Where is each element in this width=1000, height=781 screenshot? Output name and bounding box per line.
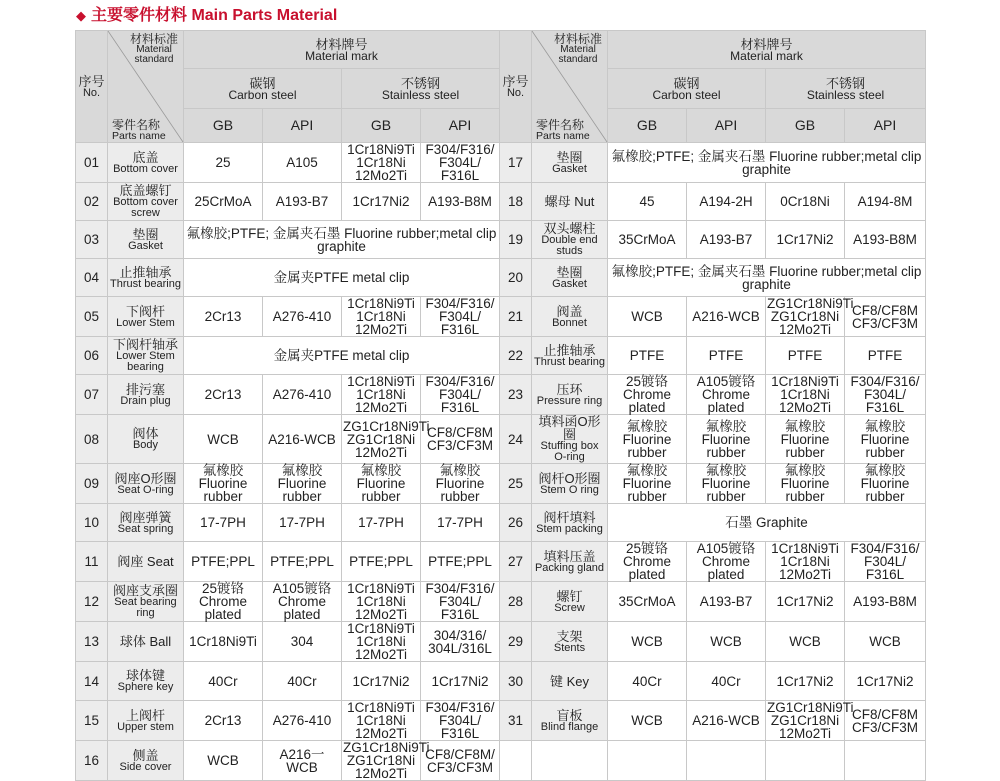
carbon-gb-cell: 25CrMoA (184, 183, 263, 221)
api-header: API (845, 109, 926, 143)
part-name-en: Thrust bearing (534, 355, 605, 368)
part-number: 15 (76, 701, 108, 741)
part-name (532, 143, 608, 183)
carbon-gb-cell: PTFE (608, 337, 687, 375)
stainless-api-cell: CF8/CF8M CF3/CF3M (421, 415, 500, 464)
stainless-api-cell: 氟橡胶 Fluorine rubber (845, 464, 926, 504)
carbon-gb-cell: 2Cr13 (184, 701, 263, 741)
part-name-zh: 螺母 Nut (544, 194, 595, 209)
part-name-en: Double end studs (541, 234, 598, 257)
stainless-gb-cell: 1Cr18Ni9Ti 1Cr18Ni 12Mo2Ti (342, 701, 421, 741)
part-number: 01 (76, 143, 108, 183)
carbon-steel-header: 碳钢 Carbon steel (608, 69, 766, 109)
gb-header: GB (766, 109, 845, 143)
stainless-gb-cell: ZG1Cr18Ni9Ti ZG1Cr18Ni 12Mo2Ti (343, 740, 430, 781)
material-merged-cell: 金属夹PTFE metal clip (184, 259, 500, 297)
part-name-en: Pressure ring (536, 394, 603, 407)
carbon-gb-cell: 2Cr13 (184, 297, 263, 337)
table-row (76, 143, 926, 183)
stainless-api-cell: F304/F316/ F304L/ F316L (421, 297, 500, 337)
part-number: 08 (76, 415, 108, 464)
carbon-api-cell: A216-WCB (687, 701, 766, 741)
stainless-gb-cell: 1Cr17Ni2 (766, 582, 845, 622)
part-name-zh: 阀座支承圈 (112, 583, 178, 598)
carbon-api-cell: A105镀铬 Chrome plated (687, 375, 766, 415)
carbon-gb-cell: WCB (608, 701, 687, 741)
part-name-zh: 双头螺柱 (543, 221, 596, 236)
stainless-gb-cell: ZG1Cr18Ni9Ti ZG1Cr18Ni 12Mo2Ti (767, 700, 854, 741)
part-name-en: Lower Stem bearing (116, 350, 175, 373)
table-header (76, 31, 926, 143)
table-row (76, 183, 926, 221)
part-name-zh: 键 Key (549, 673, 589, 689)
carbon-api-cell: A105 (263, 143, 342, 183)
carbon-api-cell: A216-WCB (687, 297, 766, 337)
carbon-gb-cell: WCB (608, 622, 687, 662)
stainless-api-cell: F304/F316/ F304L/ F316L (421, 701, 500, 741)
carbon-gb-cell: 25镀铬 Chrome plated (608, 542, 687, 582)
part-name-en: Bottom cover screw (113, 196, 178, 219)
part-name-en: Lower Stem (116, 316, 175, 329)
api-header: API (421, 109, 500, 143)
part-name-zh: 阀杆O形圈 (538, 470, 601, 486)
carbon-api-cell: A216-WCB (263, 415, 342, 464)
material-merged-cell: 氟橡胶;PTFE; 金属夹石墨 Fluorine rubber;metal clip graphite (184, 221, 500, 259)
carbon-api-cell: A105镀铬 Chrome plated (263, 582, 342, 622)
parts-name-label: 零件名称 Parts name (112, 118, 166, 142)
part-name (108, 622, 184, 662)
part-name-en: Side cover (119, 760, 172, 773)
stainless-api-cell: F304/F316/ F304L/ F316L (845, 375, 926, 415)
stainless-gb-cell: 1Cr17Ni2 (766, 662, 845, 701)
part-name (108, 183, 184, 221)
carbon-gb-cell: 2Cr13 (184, 375, 263, 415)
stainless-api-cell: CF8/CF8M/ CF3/CF3M (421, 741, 500, 781)
part-name (532, 375, 608, 415)
part-number: 30 (500, 662, 532, 701)
api-header: API (687, 109, 766, 143)
table-row (76, 701, 926, 741)
stainless-api-cell: CF8/CF8M CF3/CF3M (845, 701, 926, 741)
material-merged-cell: 金属夹PTFE metal clip (184, 337, 500, 375)
stainless-api-cell: 17-7PH (421, 504, 500, 542)
part-number: 22 (500, 337, 532, 375)
part-number: 03 (76, 221, 108, 259)
part-name-en: Gasket (552, 162, 587, 175)
part-name-en: Body (132, 439, 159, 451)
carbon-gb-cell: 35CrMoA (608, 221, 687, 259)
carbon-gb-cell: 40Cr (608, 662, 687, 701)
carbon-api-cell: 304 (263, 622, 342, 662)
part-name-zh: 上阀杆 (125, 707, 165, 723)
carbon-api-cell: A193-B7 (263, 183, 342, 221)
part-name-en: Seat bearing ring (114, 596, 177, 619)
part-name-en: Drain plug (120, 394, 171, 407)
part-name-en: Seat O-ring (117, 483, 174, 496)
part-name-en: Blind flange (540, 720, 599, 733)
stainless-api-cell: 氟橡胶 Fluorine rubber (421, 464, 500, 504)
part-name-zh: 阀座弹簧 (119, 509, 172, 525)
stainless-gb-cell: 17-7PH (342, 504, 421, 542)
part-number: 10 (76, 504, 108, 542)
carbon-gb-cell: 35CrMoA (608, 582, 687, 622)
carbon-api-cell: A193-B7 (687, 221, 766, 259)
carbon-gb-cell: 25镀铬 Chrome plated (184, 582, 263, 622)
part-name-zh: 阀座 Seat (117, 554, 174, 569)
carbon-api-cell: A193-B7 (687, 582, 766, 622)
part-name-zh: 底盖螺钉 (119, 183, 172, 198)
stainless-gb-cell: 1Cr18Ni9Ti 1Cr18Ni 12Mo2Ti (342, 143, 421, 183)
material-standard-label: 材料标准 Material standard (554, 32, 603, 65)
material-merged-cell: 氟橡胶;PTFE; 金属夹石墨 Fluorine rubber;metal clip graphite (608, 143, 926, 183)
material-mark-header: 材料牌号 Material mark (608, 31, 926, 69)
part-number: 24 (500, 415, 532, 464)
part-name (108, 375, 184, 415)
empty-cell (845, 741, 926, 781)
stainless-gb-cell: 1Cr18Ni9Ti 1Cr18Ni 12Mo2Ti (766, 375, 845, 415)
stainless-gb-cell: PTFE (766, 337, 845, 375)
part-number: 29 (500, 622, 532, 662)
stainless-gb-cell: ZG1Cr18Ni9Ti ZG1Cr18Ni 12Mo2Ti (342, 415, 421, 464)
stainless-api-cell: F304/F316/ F304L/ F316L (421, 582, 500, 622)
part-name-zh: 垫圈 (132, 226, 159, 242)
part-name (532, 337, 608, 375)
seq-header: 序号 No. (76, 31, 108, 143)
part-name-zh: 填料函O形圈 (538, 414, 601, 442)
part-name-zh: 阀盖 (556, 303, 583, 319)
part-name (532, 662, 608, 701)
table-row (76, 259, 926, 297)
table-row (76, 542, 926, 582)
stainless-api-cell: A193-B8M (845, 582, 926, 622)
part-number: 20 (500, 259, 532, 297)
part-name-zh: 球体键 (125, 668, 165, 683)
stainless-api-cell: WCB (845, 622, 926, 662)
material-mark-header: 材料牌号 Material mark (184, 31, 500, 69)
part-name (108, 464, 184, 504)
part-name (532, 183, 608, 221)
diamond-bullet-icon: ◆ (76, 8, 86, 23)
diagonal-header (108, 31, 184, 143)
carbon-gb-cell: 25 (184, 143, 263, 183)
part-number: 16 (76, 741, 108, 781)
carbon-gb-cell: 氟橡胶 Fluorine rubber (184, 464, 263, 504)
part-name-zh: 阀座O形圈 (114, 470, 177, 486)
empty-cell (687, 741, 766, 781)
material-standard-label: 材料标准 Material standard (130, 32, 179, 65)
carbon-api-cell: A276-410 (263, 375, 342, 415)
part-name-zh: 填料压盖 (543, 548, 596, 564)
table-row (76, 662, 926, 701)
part-name-en: Packing gland (534, 561, 605, 574)
part-name (532, 221, 608, 259)
stainless-steel-header: 不锈钢 Stainless steel (342, 69, 500, 109)
carbon-api-cell: 氟橡胶 Fluorine rubber (687, 415, 766, 464)
stainless-api-cell: A194-8M (845, 183, 926, 221)
part-name-en: Stem O ring (540, 483, 599, 496)
part-name-zh: 垫圈 (556, 264, 583, 280)
part-name-zh: 下阀杆 (125, 303, 165, 319)
part-name-zh: 阀体 (132, 426, 159, 441)
carbon-gb-cell: 氟橡胶 Fluorine rubber (608, 464, 687, 504)
part-name-zh: 底盖 (132, 149, 159, 165)
stainless-gb-cell: 氟橡胶 Fluorine rubber (766, 464, 845, 504)
part-name-zh: 盲板 (556, 707, 583, 723)
part-number: 05 (76, 297, 108, 337)
empty-cell (608, 741, 687, 781)
part-number: 21 (500, 297, 532, 337)
stainless-gb-cell: 1Cr17Ni2 (342, 183, 421, 221)
gb-header: GB (184, 109, 263, 143)
title-text: 主要零件材料 Main Parts Material (91, 7, 338, 24)
carbon-gb-cell: 25镀铬 Chrome plated (608, 375, 687, 415)
part-name-zh: 支架 (556, 628, 583, 644)
carbon-gb-cell: 1Cr18Ni9Ti (184, 622, 263, 662)
part-name-zh: 球体 Ball (119, 634, 172, 649)
part-name-en: Screw (554, 601, 585, 614)
part-name (108, 259, 184, 297)
part-name (108, 221, 184, 259)
table-row (76, 297, 926, 337)
part-name (532, 701, 608, 741)
api-header: API (263, 109, 342, 143)
stainless-api-cell: A193-B8M (421, 183, 500, 221)
part-name (532, 415, 608, 464)
stainless-api-cell: 氟橡胶 Fluorine rubber (845, 415, 926, 464)
part-number: 07 (76, 375, 108, 415)
part-name-zh: 止推轴承 (119, 264, 172, 280)
part-name-zh: 侧盖 (132, 747, 159, 763)
part-number: 25 (500, 464, 532, 504)
carbon-api-cell: A216一WCB (263, 741, 342, 781)
carbon-api-cell: A105镀铬 Chrome plated (687, 542, 766, 582)
carbon-api-cell: A276-410 (263, 701, 342, 741)
stainless-steel-header: 不锈钢 Stainless steel (766, 69, 926, 109)
part-name-zh: 垫圈 (556, 149, 583, 165)
stainless-api-cell: PTFE;PPL (421, 542, 500, 582)
part-number: 31 (500, 701, 532, 741)
stainless-gb-cell: 氟橡胶 Fluorine rubber (766, 415, 845, 464)
part-number: 28 (500, 582, 532, 622)
part-name (532, 297, 608, 337)
part-name (108, 337, 184, 375)
part-number: 18 (500, 183, 532, 221)
carbon-api-cell: 40Cr (263, 662, 342, 701)
part-name-en: Seat spring (117, 522, 174, 535)
part-name (108, 582, 184, 622)
part-number: 09 (76, 464, 108, 504)
part-number: 11 (76, 542, 108, 582)
part-name-en: Upper stem (117, 720, 174, 733)
part-number: 14 (76, 662, 108, 701)
part-number: 26 (500, 504, 532, 542)
carbon-gb-cell: WCB (608, 297, 687, 337)
gb-header: GB (342, 109, 421, 143)
parts-name-label: 零件名称 Parts name (536, 118, 590, 142)
part-name (108, 143, 184, 183)
table-row (76, 622, 926, 662)
stainless-api-cell: 1Cr17Ni2 (845, 662, 926, 701)
part-name (532, 259, 608, 297)
empty-cell (500, 741, 532, 781)
part-name (108, 415, 184, 464)
part-number: 12 (76, 582, 108, 622)
stainless-gb-cell: 1Cr17Ni2 (766, 221, 845, 259)
page-title (76, 5, 337, 27)
part-name-zh: 螺钉 (556, 588, 583, 604)
carbon-api-cell: A276-410 (263, 297, 342, 337)
part-name (532, 464, 608, 504)
part-number: 02 (76, 183, 108, 221)
table-row (76, 221, 926, 259)
part-name-en: Bottom cover (113, 162, 178, 175)
part-name (108, 542, 184, 582)
stainless-api-cell: 1Cr17Ni2 (421, 662, 500, 701)
part-name (108, 741, 184, 781)
carbon-api-cell: 40Cr (687, 662, 766, 701)
stainless-api-cell: F304/F316/ F304L/ F316L (421, 143, 500, 183)
stainless-gb-cell: ZG1Cr18Ni9Ti ZG1Cr18Ni 12Mo2Ti (767, 296, 854, 337)
parts-material-table (75, 30, 926, 781)
part-name (108, 504, 184, 542)
stainless-gb-cell: 1Cr17Ni2 (342, 662, 421, 701)
gb-header: GB (608, 109, 687, 143)
table-row (76, 582, 926, 622)
part-number: 06 (76, 337, 108, 375)
part-name-en: Thrust bearing (110, 277, 181, 290)
part-number: 19 (500, 221, 532, 259)
carbon-gb-cell: WCB (184, 415, 263, 464)
part-name-zh: 阀杆填料 (543, 509, 596, 525)
part-name-zh: 压环 (556, 381, 583, 397)
stainless-api-cell: F304/F316/ F304L/ F316L (845, 542, 926, 582)
stainless-gb-cell: 0Cr18Ni (766, 183, 845, 221)
stainless-gb-cell: PTFE;PPL (342, 542, 421, 582)
carbon-gb-cell: 45 (608, 183, 687, 221)
part-name-zh: 止推轴承 (543, 342, 596, 358)
part-name (532, 582, 608, 622)
part-name-en: Stuffing box O-ring (540, 440, 599, 463)
stainless-gb-cell: WCB (766, 622, 845, 662)
table-row (76, 504, 926, 542)
stainless-api-cell: A193-B8M (845, 221, 926, 259)
empty-cell (766, 741, 845, 781)
seq-header: 序号 No. (500, 31, 532, 143)
diagonal-header (532, 31, 608, 143)
part-name (532, 504, 608, 542)
part-number: 17 (500, 143, 532, 183)
part-number: 23 (500, 375, 532, 415)
carbon-api-cell: 氟橡胶 Fluorine rubber (263, 464, 342, 504)
stainless-api-cell: CF8/CF8M CF3/CF3M (845, 297, 926, 337)
stainless-gb-cell: 1Cr18Ni9Ti 1Cr18Ni 12Mo2Ti (342, 582, 421, 622)
stainless-gb-cell: 1Cr18Ni9Ti 1Cr18Ni 12Mo2Ti (342, 375, 421, 415)
part-name-en: Stents (553, 641, 586, 654)
carbon-api-cell: 氟橡胶 Fluorine rubber (687, 464, 766, 504)
carbon-api-cell: WCB (687, 622, 766, 662)
table-row (76, 337, 926, 375)
part-name-en: Gasket (128, 239, 163, 252)
carbon-api-cell: A194-2H (687, 183, 766, 221)
stainless-api-cell: F304/F316/ F304L/ F316L (421, 375, 500, 415)
stainless-api-cell: 304/316/ 304L/316L (421, 622, 500, 662)
part-name-en: Bonnet (552, 316, 587, 329)
carbon-gb-cell: 17-7PH (184, 504, 263, 542)
empty-cell (532, 741, 608, 781)
part-name (532, 542, 608, 582)
stainless-gb-cell: 1Cr18Ni9Ti 1Cr18Ni 12Mo2Ti (766, 542, 845, 582)
stainless-gb-cell: 氟橡胶 Fluorine rubber (342, 464, 421, 504)
carbon-api-cell: PTFE (687, 337, 766, 375)
part-number: 04 (76, 259, 108, 297)
table-row (76, 375, 926, 415)
part-name (532, 622, 608, 662)
part-name-zh: 排污塞 (125, 381, 165, 397)
table-body (76, 143, 926, 781)
table-row (76, 741, 926, 781)
part-number: 27 (500, 542, 532, 582)
part-number: 13 (76, 622, 108, 662)
material-merged-cell: 氟橡胶;PTFE; 金属夹石墨 Fluorine rubber;metal clip graphite (608, 259, 926, 297)
stainless-api-cell: PTFE (845, 337, 926, 375)
part-name-en: Gasket (552, 277, 587, 290)
carbon-gb-cell: PTFE;PPL (184, 542, 263, 582)
part-name-zh: 下阀杆轴承 (112, 337, 178, 352)
carbon-gb-cell: WCB (184, 741, 263, 781)
part-name (108, 701, 184, 741)
part-name (108, 297, 184, 337)
table-row (76, 464, 926, 504)
carbon-gb-cell: 40Cr (184, 662, 263, 701)
material-merged-cell: 石墨 Graphite (608, 504, 926, 542)
carbon-api-cell: 17-7PH (263, 504, 342, 542)
table-row (76, 415, 926, 464)
carbon-api-cell: PTFE;PPL (263, 542, 342, 582)
part-name-en: Stem packing (536, 522, 603, 535)
stainless-gb-cell: 1Cr18Ni9Ti 1Cr18Ni 12Mo2Ti (342, 297, 421, 337)
carbon-gb-cell: 氟橡胶 Fluorine rubber (608, 415, 687, 464)
part-name (108, 662, 184, 701)
stainless-gb-cell: 1Cr18Ni9Ti 1Cr18Ni 12Mo2Ti (342, 622, 421, 662)
carbon-steel-header: 碳钢 Carbon steel (184, 69, 342, 109)
part-name-en: Sphere key (117, 681, 174, 693)
